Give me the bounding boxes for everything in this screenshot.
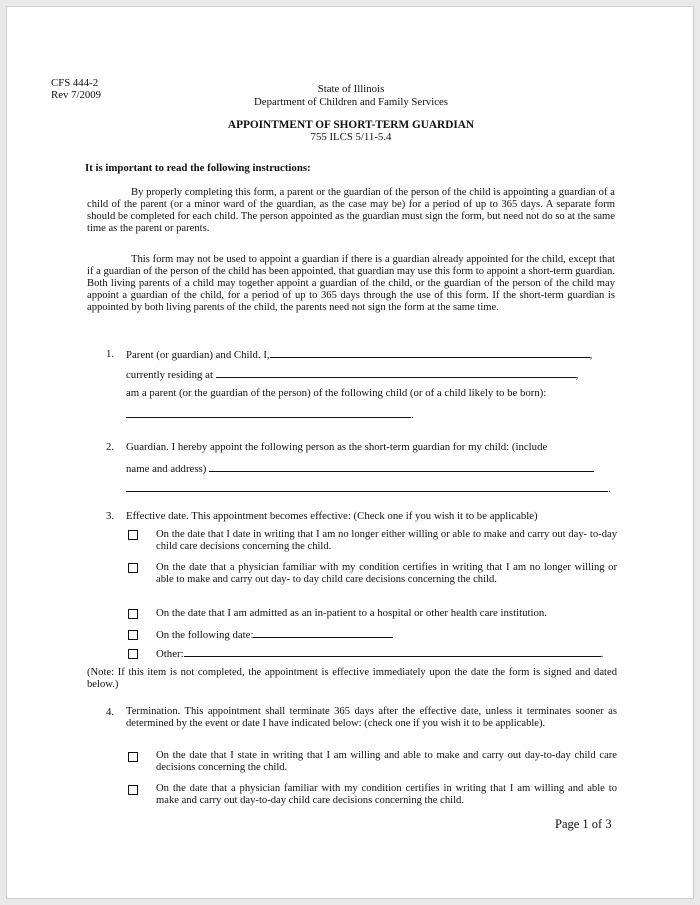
section-1-residing-line: currently residing at , bbox=[126, 369, 579, 381]
effective-option-3: On the date that I am admitted as an in-patient to a hospital or other health care institution. bbox=[156, 607, 547, 619]
effective-checkbox-4[interactable] bbox=[128, 630, 138, 640]
termination-option-2: On the date that a physician familiar with my condition certifies in writing that I am willing and able to make and carry out day-to-day child care decisions concerning the child. bbox=[156, 783, 617, 807]
effective-option-2: On the date that a physician familiar with my condition certifies in writing that I am no longer willing or able to make and carry out day- to day child care decisions concerning the child. bbox=[156, 562, 617, 586]
name-address-label: name and address) bbox=[126, 463, 207, 475]
section-2-text: Guardian. I hereby appoint the following person as the short-term guardian for my child: (include bbox=[126, 441, 548, 453]
section-4-number: 4. bbox=[106, 706, 115, 718]
parent-name-field[interactable] bbox=[270, 348, 590, 358]
intro-paragraph-2: This form may not be used to appoint a guardian if there is a guardian already appointed for the child, except that if a guardian of the person of the child has been appointed, that guardian may use this form to appoint a short-term guardian. Both living parents of a child may together appoint a guardian of the child, or the guardian of the person of the child may appoint a guardian of the child, for a period of up to 365 days through the use of this form. If the short-term guardian is appointed by both living parents of the child, the parents need not sign the form at the same time. bbox=[87, 254, 615, 314]
effective-checkbox-2[interactable] bbox=[128, 563, 138, 573]
section-2-number: 2. bbox=[106, 441, 115, 453]
page-number: Page 1 of 3 bbox=[555, 817, 612, 831]
form-revision: Rev 7/2009 bbox=[51, 89, 102, 101]
state-name: State of Illinois bbox=[317, 83, 385, 95]
effective-other-field[interactable] bbox=[184, 647, 601, 657]
effective-option-1: On the date that I date in writing that I am no longer either willing or able to make and carry out day- to-day child care decisions concerning the child. bbox=[156, 529, 617, 553]
section-1-parent-line: Parent (or guardian) and Child. I, , bbox=[126, 349, 593, 361]
statute-reference: 755 ILCS 5/11-5.4 bbox=[310, 131, 392, 143]
section-1-number: 1. bbox=[106, 348, 115, 360]
child-name-line: . bbox=[126, 408, 414, 422]
termination-checkbox-1[interactable] bbox=[128, 752, 138, 762]
effective-date-line bbox=[156, 628, 393, 642]
section-3-note: (Note: If this item is not completed, the appointment is effective immediately upon the date the form is signed and dated below.) bbox=[87, 667, 617, 691]
effective-option-5: Other: bbox=[156, 648, 184, 660]
effective-option-4: On the following date: bbox=[156, 629, 254, 641]
termination-checkbox-2[interactable] bbox=[128, 785, 138, 795]
form-number: CFS 444-2 bbox=[51, 77, 99, 89]
effective-other-line: Other: . bbox=[156, 648, 604, 660]
section-1-label: Parent (or guardian) and Child. I, bbox=[126, 349, 270, 361]
section-4-text: Termination. This appointment shall terminate 365 days after the effective date, unless it terminates sooner as determined by the event or date I have indicated below: (check one if you wish it to be applicable). bbox=[126, 706, 617, 730]
parent-address-field[interactable] bbox=[216, 368, 576, 378]
guardian-address-field[interactable] bbox=[126, 482, 608, 492]
form-page bbox=[6, 6, 694, 899]
child-name-field[interactable] bbox=[126, 408, 411, 418]
guardian-address-line: . bbox=[126, 482, 611, 496]
effective-date-field[interactable] bbox=[253, 628, 393, 638]
parent-of-statement: am a parent (or the guardian of the person) of the following child (or of a child likely to be born): bbox=[126, 387, 547, 399]
section-3-number: 3. bbox=[106, 510, 115, 522]
department-name: Department of Children and Family Services bbox=[254, 96, 448, 108]
section-3-text: Effective date. This appointment becomes effective: (Check one if you wish it to be applicable) bbox=[126, 510, 538, 522]
effective-checkbox-5[interactable] bbox=[128, 649, 138, 659]
termination-option-1: On the date that I state in writing that I am willing and able to make and carry out day-to-day child care decisions concerning the child. bbox=[156, 750, 617, 774]
guardian-name-field[interactable] bbox=[209, 462, 594, 472]
residing-label: currently residing at bbox=[126, 369, 213, 381]
effective-checkbox-1[interactable] bbox=[128, 530, 138, 540]
intro-paragraph-1: By properly completing this form, a parent or the guardian of the person of the child is appointing a guardian of a child of the parent (or a minor ward of the guardian, as the case may be) for a period of up to 365 days. A separate form should be completed for each child. The person appointed as the guardian must sign the form, but need not do so at the same time as the parent or parents. bbox=[87, 187, 615, 235]
guardian-name-line bbox=[126, 462, 594, 476]
form-title: APPOINTMENT OF SHORT-TERM GUARDIAN bbox=[227, 119, 475, 131]
effective-checkbox-3[interactable] bbox=[128, 609, 138, 619]
instructions-heading: It is important to read the following instructions: bbox=[85, 162, 311, 174]
